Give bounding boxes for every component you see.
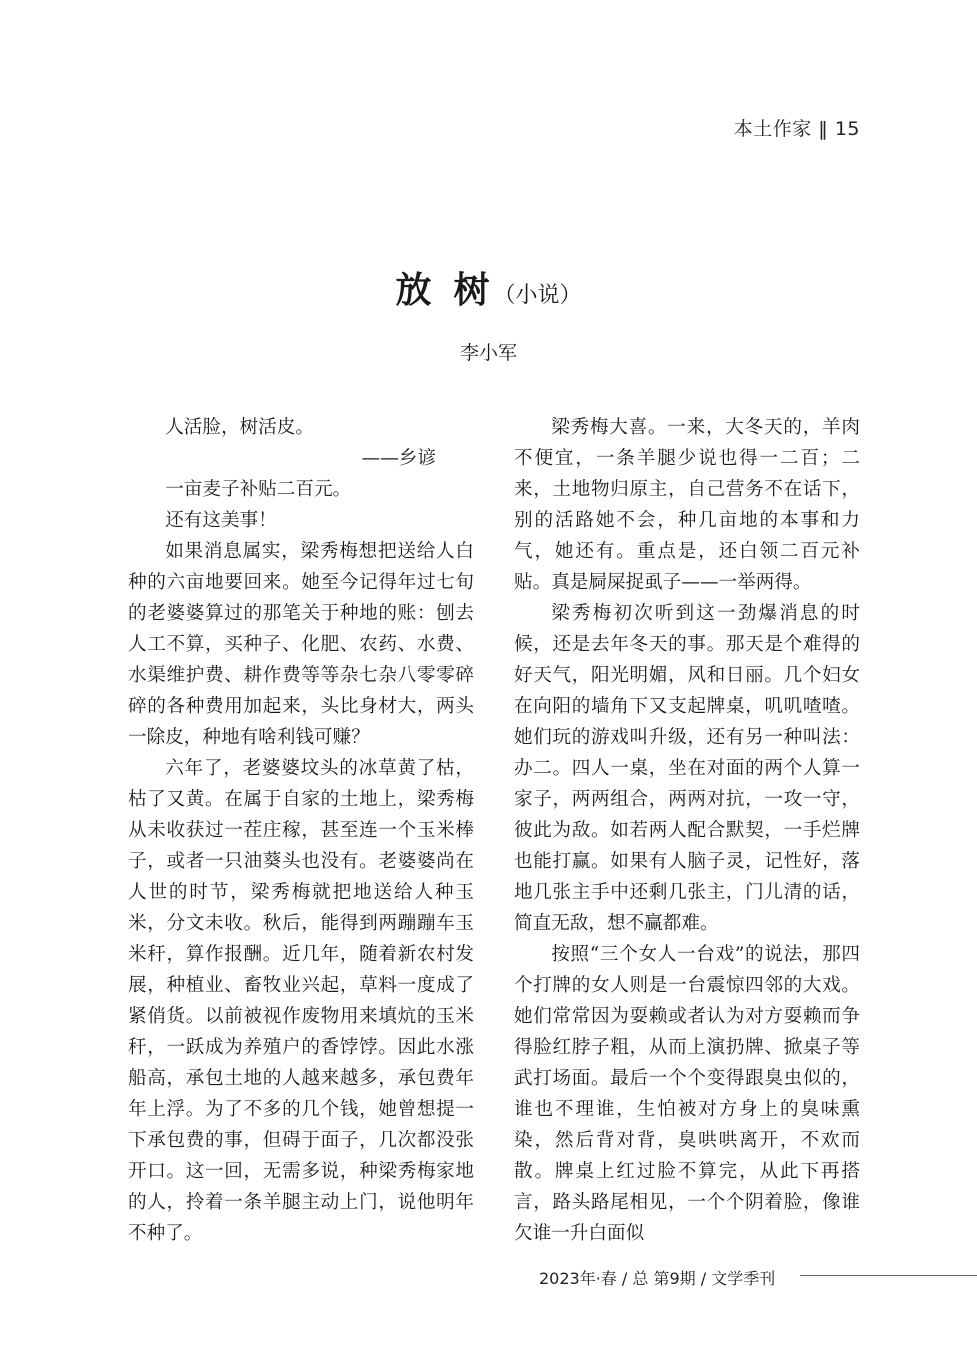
- right-column: [514, 412, 860, 1249]
- title-block: [0, 262, 977, 313]
- paragraph: 梁秀梅大喜。一来，大冬天的，羊肉不便宜，一条羊腿少说也得一二百；二来，土地物归原主，自己营务不在话下，别的活路她不会，种几亩地的本事和力气，她还有。重点是，还白领二百元补贴。真是屙屎捉虱子——一举两得。: [514, 417, 860, 593]
- author-name: 李小军: [459, 342, 517, 364]
- paragraph: 还有这美事！: [165, 510, 277, 531]
- paragraph: 按照“三个女人一台戏”的说法，那四个打牌的女人则是一台震惊四邻的大戏。她们常常因为耍赖或者认为对方耍赖而争得脸红脖子粗，从而上演扔牌、掀桌子等武打场面。最后一个个变得跟臭虫似的，谁也不理谁，生怕被对方身上的臭味熏染，然后背对背，臭哄哄离开，不欢而散。牌桌上红过脸不算完，从此下再搭言，路头路尾相见，一个个阴着脸，像谁欠谁一升白面似: [514, 944, 860, 1244]
- paragraph: 一亩麦子补贴二百元。: [165, 479, 352, 500]
- article-subtitle: （小说）: [493, 283, 582, 308]
- paragraph: 六年了，老婆婆坟头的冰草黄了枯，枯了又黄。在属于自家的土地上，梁秀梅从未收获过一茬庄稼，甚至连一个玉米棒子，或者一只油葵头也没有。老婆婆尚在人世的时节，梁秀梅就把地送给人种玉米，分文未收。秋后，能得到两蹦蹦车玉米秆，算作报酬。近几年，随着新农村发展，种植业、畜牧业兴起，草料一度成了紧俏货。以前被视作废物用来填炕的玉米秆，一跃成为养殖户的香饽饽。因此水涨船高，承包土地的人越来越多，承包费年年上浮。为了不多的几个钱，她曾想提一下承包费的事，但碍于面子，几次都没张开口。这一回，无需多说，种梁秀梅家地的人，拎着一条羊腿主动上门，说他明年不种了。: [128, 758, 474, 1244]
- left-column: [128, 412, 474, 1249]
- epigraph: 人活脸，树活皮。: [165, 417, 314, 438]
- article-title: 放树: [395, 270, 512, 311]
- running-head: 本土作家 ‖ 15: [733, 118, 860, 140]
- epigraph-source: ——乡谚: [361, 448, 436, 469]
- paragraph: 如果消息属实，梁秀梅想把送给人白种的六亩地要回来。她至今记得年过七旬的老婆婆算过的那笔关于种地的账：刨去人工不算，买种子、化肥、农药、水费、水渠维护费、耕作费等等杂七杂八零零碎碎的各种费用加起来，头比身材大，两头一除皮，种地有啥利钱可赚？: [128, 541, 474, 748]
- footer-issue-info: 2023年·春 / 总 第9期 / 文学季刊: [539, 1269, 776, 1288]
- footer-rule: [800, 1275, 977, 1276]
- paragraph: 梁秀梅初次听到这一劲爆消息的时候，还是去年冬天的事。那天是个难得的好天气，阳光明媚，风和日丽。几个妇女在向阳的墙角下又支起牌桌，叽叽喳喳。她们玩的游戏叫升级，还有另一种叫法：办二。四人一桌，坐在对面的两个人算一家子，两两组合，两两对抗，一攻一守，彼此为敌。如若两人配合默契，一手烂牌也能打赢。如果有人脑子灵，记性好，落地几张主手中还剩几张主，门儿清的话，简直无敌，想不赢都难。: [514, 603, 860, 934]
